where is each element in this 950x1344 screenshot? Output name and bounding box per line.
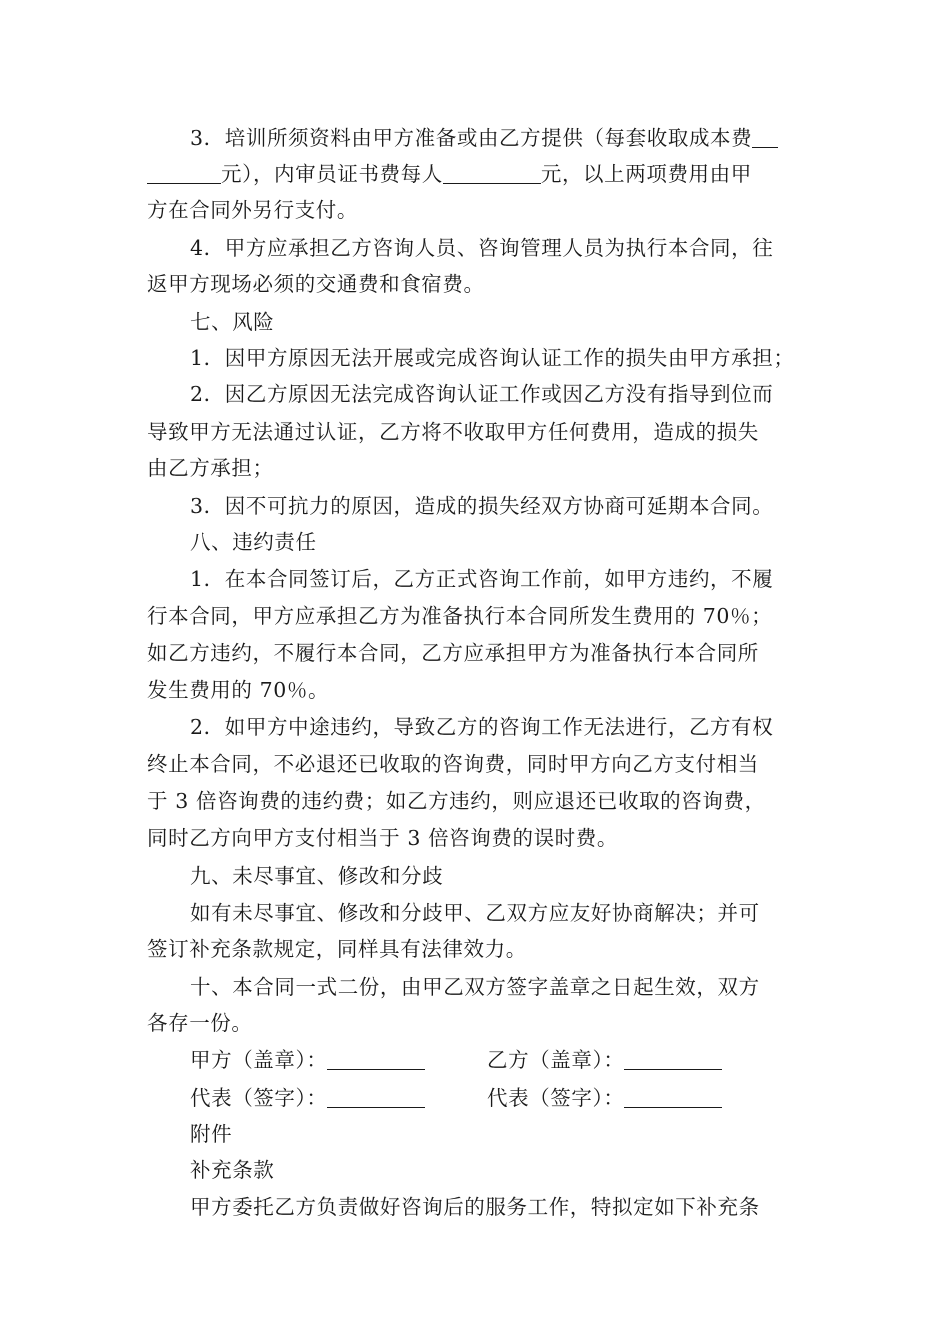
party-a-seal-row <box>190 1049 425 1071</box>
rep-a-blank <box>327 1087 425 1108</box>
clause7-item1: 1．因甲方原因无法开展或完成咨询认证工作的损失由甲方承担； <box>190 346 795 370</box>
clause8-item2-line2: 终止本合同，不必退还已收取的咨询费，同时甲方向乙方支付相当 <box>147 752 759 776</box>
fee-blank-1b <box>147 163 221 184</box>
clause7-item3: 3．因不可抗力的原因，造成的损失经双方协商可延期本合同。 <box>190 494 774 518</box>
rep-b-label: 代表（签字）： <box>487 1086 625 1110</box>
clause9-body-line2: 签订补充条款规定，同样具有法律效力。 <box>147 937 527 961</box>
clause9-title: 九、未尽事宜、修改和分歧 <box>190 864 444 888</box>
clause6-item4-line2: 返甲方现场必须的交通费和食宿费。 <box>147 272 485 296</box>
clause7-item2-line3: 由乙方承担； <box>147 456 274 480</box>
clause8-item1-line1: 1．在本合同签订后，乙方正式咨询工作前，如甲方违约，不履 <box>190 567 774 591</box>
clause6-item3-text2b: 元，以上两项费用由甲 <box>540 162 752 186</box>
clause10-line2: 各存一份。 <box>147 1011 253 1035</box>
attachment-title: 附件 <box>190 1122 233 1146</box>
fee-blank-2 <box>443 163 541 184</box>
clause6-item3-line2 <box>147 163 752 185</box>
rep-b-row <box>487 1087 722 1109</box>
clause6-item3-text1: 3．培训所须资料由甲方准备或由乙方提供（每套收取成本费 <box>190 126 753 150</box>
clause9-body-line1: 如有未尽事宜、修改和分歧甲、乙双方应友好协商解决；并可 <box>190 901 760 925</box>
clause6-item3-text2a: 元），内审员证书费每人 <box>221 162 443 186</box>
clause8-item2-line4: 同时乙方向甲方支付相当于 3 倍咨询费的误时费。 <box>147 826 618 850</box>
clause6-item3-line1 <box>190 127 778 149</box>
attachment-body-line1: 甲方委托乙方负责做好咨询后的服务工作，特拟定如下补充条 <box>190 1195 760 1219</box>
clause8-item1-line2: 行本合同，甲方应承担乙方为准备执行本合同所发生费用的 70％； <box>147 604 773 628</box>
clause8-item2-line1: 2．如甲方中途违约，导致乙方的咨询工作无法进行，乙方有权 <box>190 715 774 739</box>
rep-a-row <box>190 1087 425 1109</box>
clause7-title: 七、风险 <box>190 310 275 334</box>
clause8-item2-line3: 于 3 倍咨询费的违约费；如乙方违约，则应退还已收取的咨询费， <box>147 789 766 813</box>
clause10-line1: 十、本合同一式二份，由甲乙双方签字盖章之日起生效，双方 <box>190 975 760 999</box>
attachment-subtitle: 补充条款 <box>190 1158 275 1182</box>
clause8-item1-line3: 如乙方违约，不履行本合同，乙方应承担甲方为准备执行本合同所 <box>147 641 759 665</box>
party-b-seal-row <box>487 1049 722 1071</box>
party-a-seal-label: 甲方（盖章）： <box>190 1048 328 1072</box>
clause6-item3-line3: 方在合同外另行支付。 <box>147 198 358 222</box>
clause6-item4-line1: 4．甲方应承担乙方咨询人员、咨询管理人员为执行本合同，往 <box>190 236 774 260</box>
party-b-seal-blank <box>624 1049 722 1070</box>
rep-b-blank <box>624 1087 722 1108</box>
clause7-item2-line1: 2．因乙方原因无法完成咨询认证工作或因乙方没有指导到位而 <box>190 382 774 406</box>
party-b-seal-label: 乙方（盖章）： <box>487 1048 625 1072</box>
clause8-item1-line4: 发生费用的 70％。 <box>147 678 330 702</box>
rep-a-label: 代表（签字）： <box>190 1086 328 1110</box>
fee-blank-1a <box>752 127 778 148</box>
party-a-seal-blank <box>327 1049 425 1070</box>
clause8-title: 八、违约责任 <box>190 530 317 554</box>
clause7-item2-line2: 导致甲方无法通过认证，乙方将不收取甲方任何费用，造成的损失 <box>147 420 759 444</box>
